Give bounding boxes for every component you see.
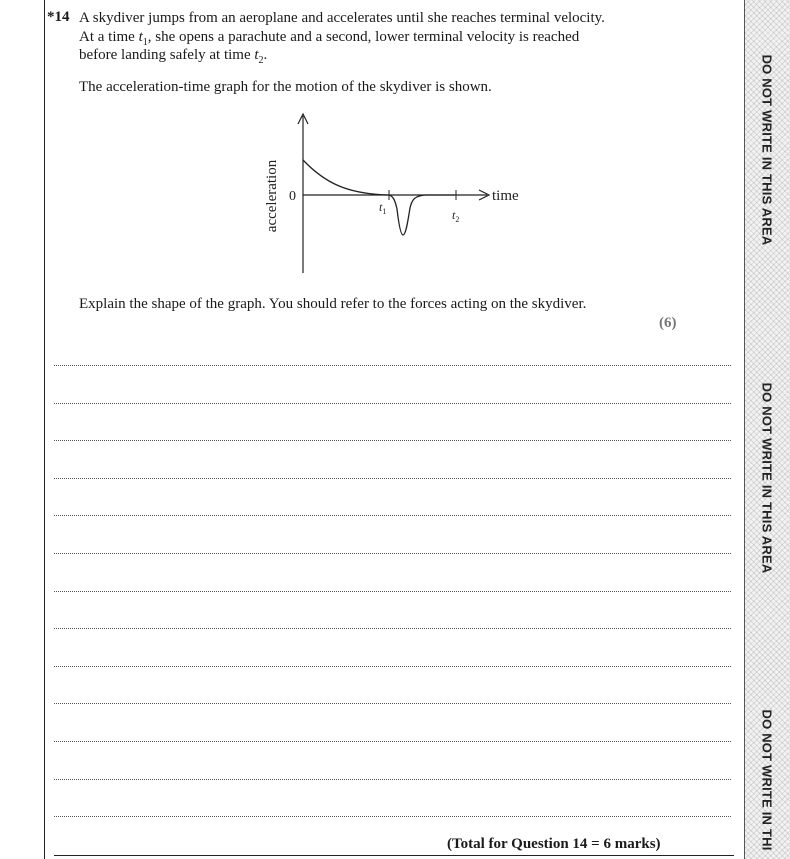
question-line-3: before landing safely at time $t_2$. (79, 47, 268, 66)
acceleration-time-graph (255, 108, 540, 278)
answer-line[interactable] (54, 779, 731, 780)
answer-line[interactable] (54, 628, 731, 629)
t1-label: $t_1$ (379, 200, 387, 216)
question-line-1: A skydiver jumps from an aeroplane and accelerates until she reaches terminal velocity. (79, 10, 605, 26)
graph-intro: The acceleration-time graph for the motion of the skydiver is shown. (79, 79, 492, 95)
answer-line[interactable] (54, 365, 731, 366)
question-number: *14 (47, 9, 70, 25)
y-axis-label: acceleration (264, 159, 280, 233)
t2-label: $t_2$ (452, 208, 460, 224)
exam-page: *14 A skydiver jumps from an aeroplane and accelerates until she reaches terminal velocity. At a time $t_1$, she opens a parachute and a second, lower terminal velocity is reached before landing safely at time $t_2$. The acceleration-time graph for the motion of the skydiver is shown. 0 time acceleration $t_1$ $t_2$ Explain the shape of the graph. You should refer to the forces acting on the skydiver. (6) (Total for Question 14 = 6 marks) DO NOT WRITE IN THIS AREA DO NOT WRITE IN THIS AREA DO NOT WRITE IN THI (0, 0, 790, 859)
answer-line[interactable] (54, 591, 731, 592)
acceleration-curve (303, 160, 455, 235)
bottom-rule (54, 855, 734, 856)
answer-line[interactable] (54, 478, 731, 479)
x-axis-label: time (492, 188, 519, 204)
answer-line[interactable] (54, 666, 731, 667)
answer-line[interactable] (54, 403, 731, 404)
origin-label: 0 (289, 189, 296, 204)
answer-line[interactable] (54, 553, 731, 554)
answer-line[interactable] (54, 515, 731, 516)
answer-line[interactable] (54, 816, 731, 817)
question-line-2: At a time $t_1$, she opens a parachute and a second, lower terminal velocity is reached (79, 29, 580, 48)
answer-line[interactable] (54, 440, 731, 441)
answer-line[interactable] (54, 703, 731, 704)
total-marks: (Total for Question 14 = 6 marks) (447, 836, 661, 852)
marks-label: (6) (659, 315, 677, 331)
answer-line[interactable] (54, 741, 731, 742)
left-margin-rule (44, 0, 45, 859)
question-instruction: Explain the shape of the graph. You should refer to the forces acting on the skydiver. (79, 296, 587, 312)
